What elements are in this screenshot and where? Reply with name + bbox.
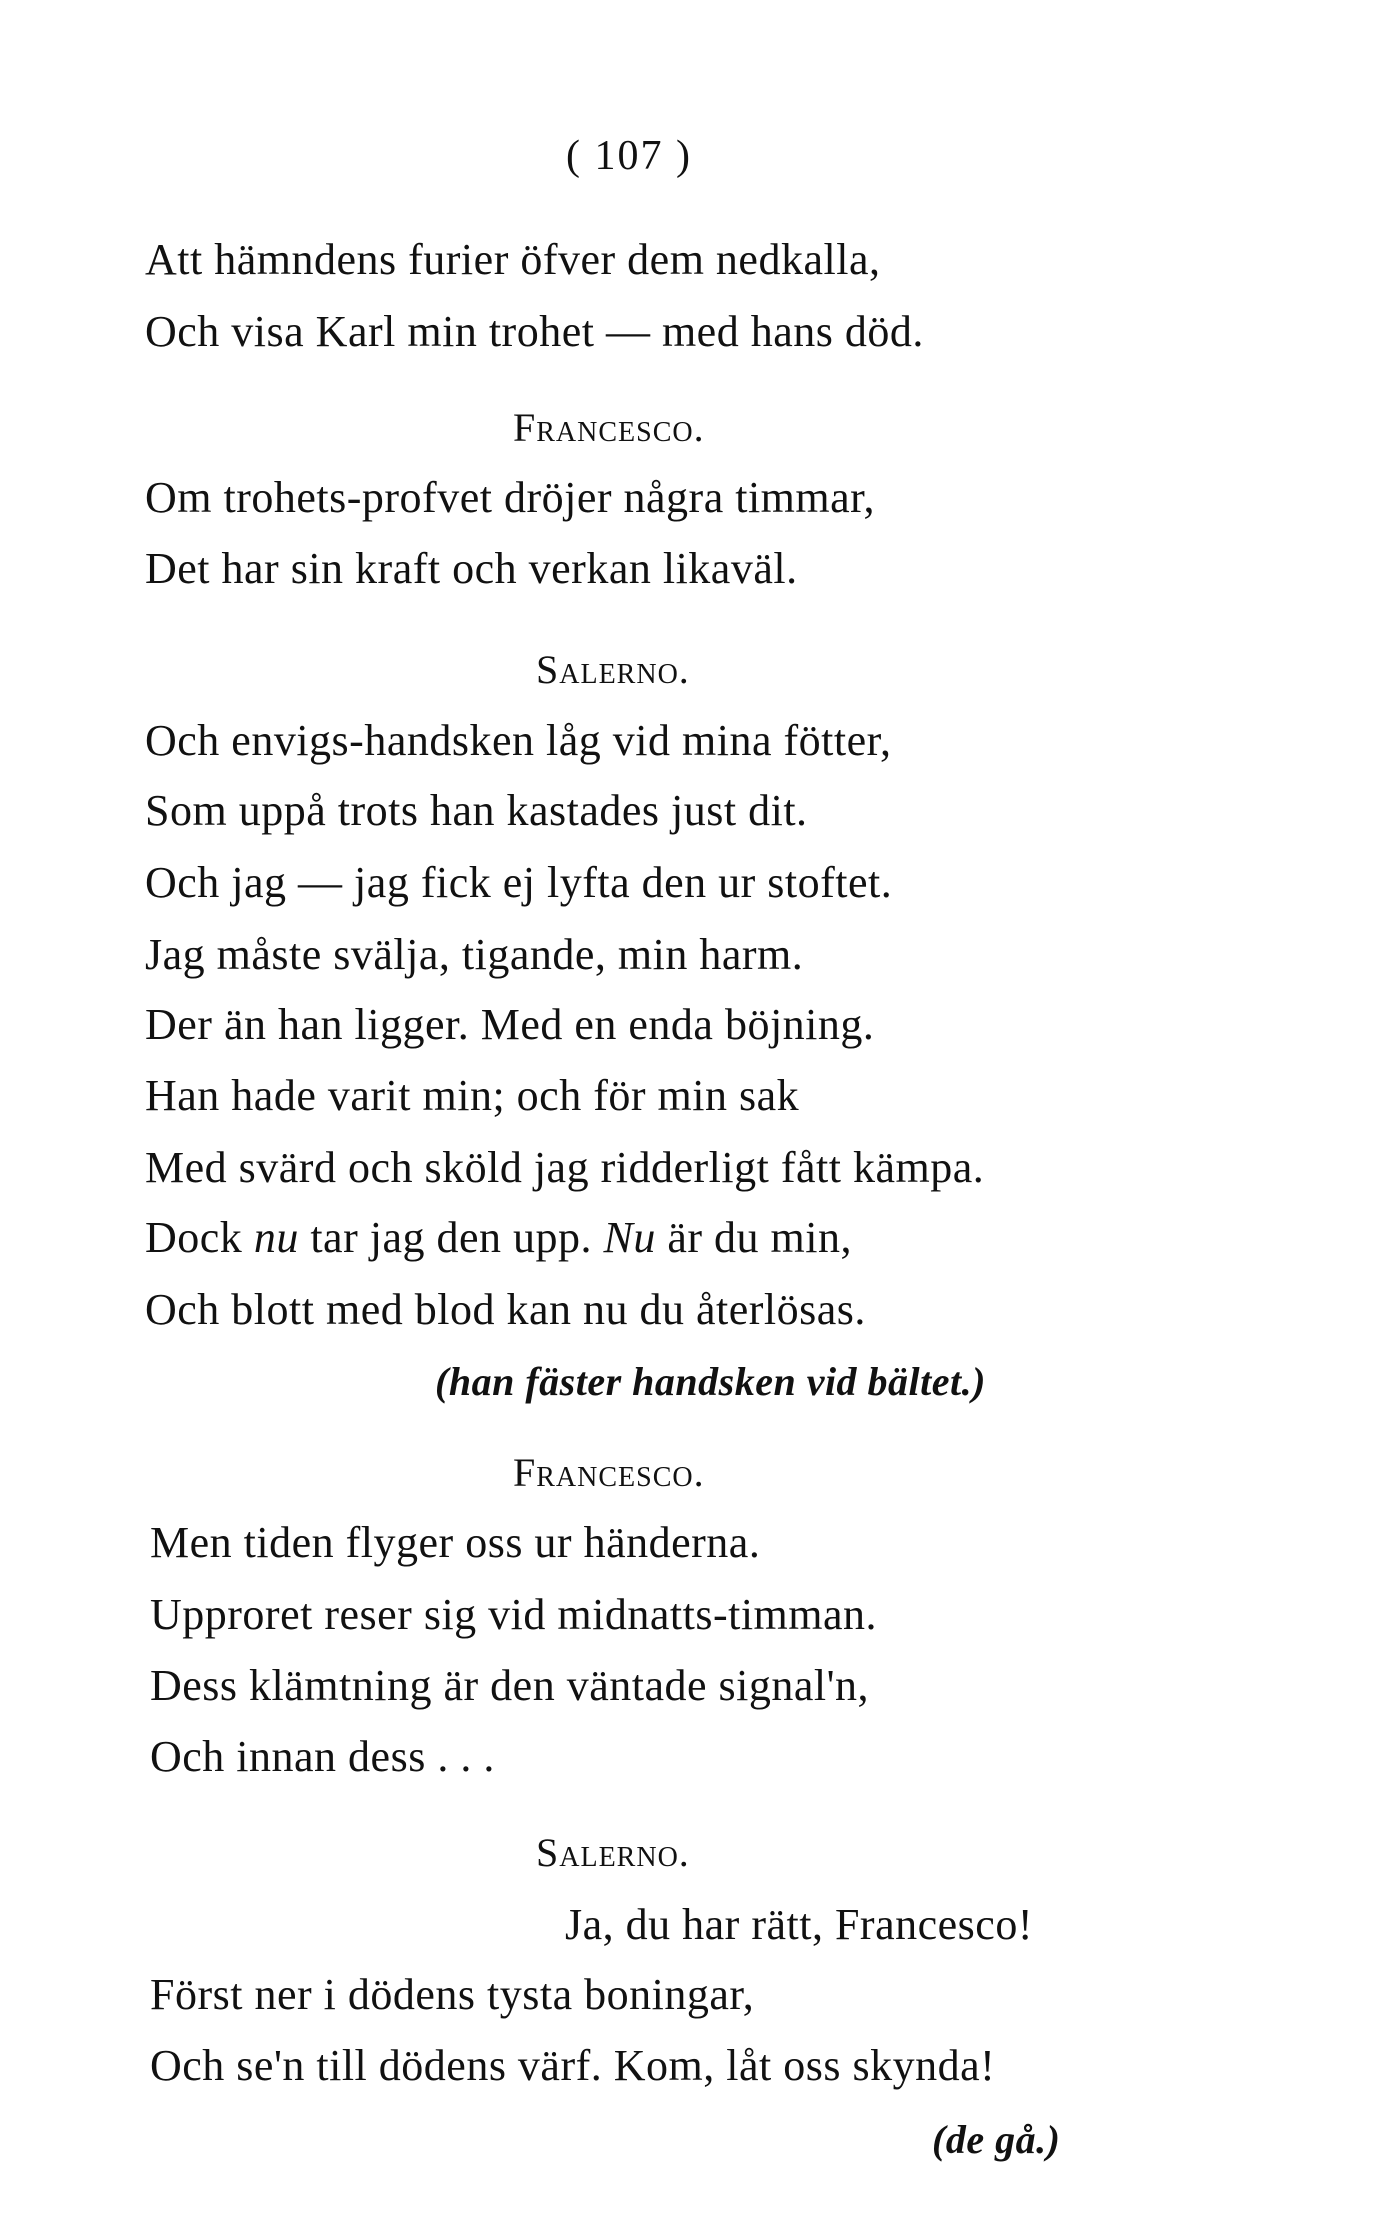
verse-line: Och envigs-handsken låg vid mina fötter,: [145, 716, 892, 765]
verse-line: Först ner i dödens tysta boningar,: [150, 1970, 755, 2019]
emphasis: Nu: [603, 1213, 656, 1262]
verse-line: Att hämndens furier öfver dem nedkalla,: [145, 235, 881, 284]
verse-line: Det har sin kraft och verkan likaväl.: [145, 544, 798, 593]
verse-line: Med svärd och sköld jag ridderligt fått kämpa.: [145, 1143, 985, 1192]
stage-direction: (han fäster handsken vid bältet.): [435, 1359, 986, 1404]
speaker-name: Francesco.: [513, 1450, 705, 1495]
verse-line: Ja, du har rätt, Francesco!: [565, 1900, 1033, 1949]
verse-line: Der än han ligger. Med en enda böjning.: [145, 1000, 875, 1049]
stage-direction: (de gå.): [932, 2117, 1061, 2162]
verse-line: Och se'n till dödens värf. Kom, låt oss skynda!: [150, 2041, 996, 2090]
verse-line: Dess klämtning är den väntade signal'n,: [150, 1661, 870, 1710]
verse-segment: är du min,: [655, 1213, 853, 1262]
verse-line: Och jag — jag fick ej lyfta den ur stoftet.: [145, 858, 893, 907]
verse-line: Om trohets-profvet dröjer några timmar,: [145, 473, 876, 522]
page-number: ( 107 ): [566, 133, 692, 179]
speaker-name: Salerno.: [536, 1830, 690, 1875]
verse-line: Jag måste svälja, tigande, min harm.: [145, 930, 804, 979]
verse-line: Upproret reser sig vid midnatts-timman.: [150, 1590, 878, 1639]
verse-line: Han hade varit min; och för min sak: [145, 1071, 800, 1120]
speaker-name: Francesco.: [513, 405, 705, 450]
verse-line: Och innan dess . . .: [150, 1732, 495, 1781]
verse-line: [145, 1210, 852, 1266]
speaker-name: Salerno.: [536, 647, 690, 692]
verse-segment: Dock: [145, 1213, 254, 1262]
verse-line: Som uppå trots han kastades just dit.: [145, 786, 808, 835]
verse-line: Och blott med blod kan nu du återlösas.: [145, 1285, 866, 1334]
emphasis: nu: [253, 1213, 299, 1262]
verse-segment: tar jag den upp.: [298, 1213, 604, 1262]
verse-line: Och visa Karl min trohet — med hans död.: [145, 307, 924, 356]
verse-line: Men tiden flyger oss ur händerna.: [150, 1518, 761, 1567]
